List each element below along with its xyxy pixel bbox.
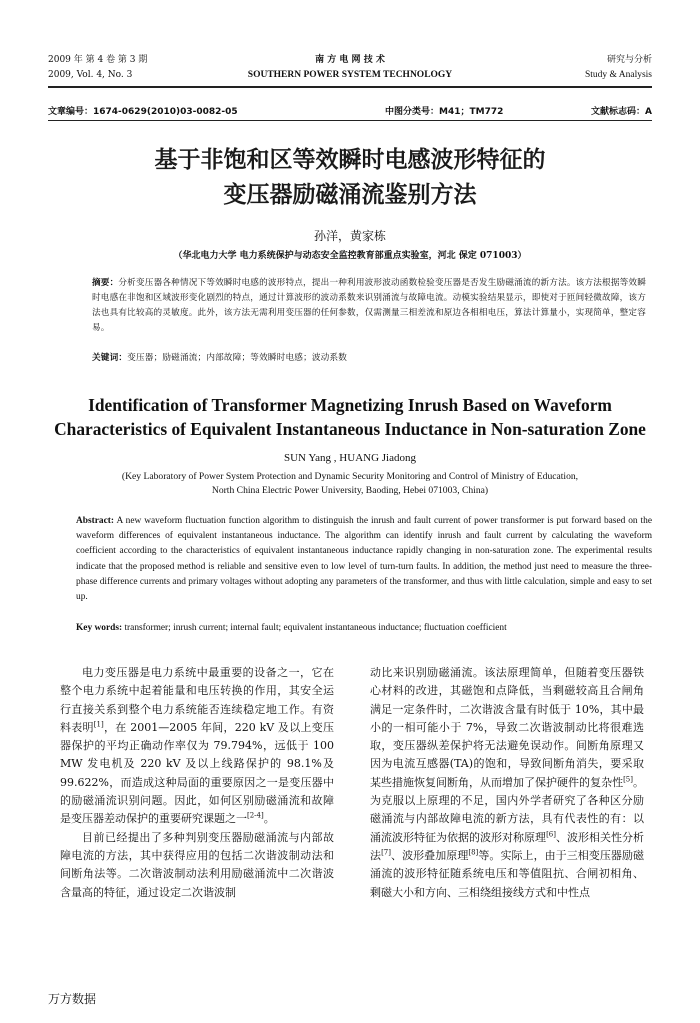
body-left-column (60, 664, 334, 902)
body-text: 动比来识别励磁涌流。该法原理简单，但随着变压器铁心材料的改进，其磁饱和点降低，当剩磁较高且合闸角满足一定条件时，二次谐波含量有时低于 10%，其中最小的一相可能小于 7%，导致二次谐波制动比将很难选取，变压器纵差保护将无法避免误动作。间断角原理又因为电流互感器(TA)的饱和，导致间断角消失，要采取某些措施恢复间断角，从而增加了保护硬件的复杂性 (370, 666, 644, 789)
keywords-cn-label: 关键词： (92, 353, 128, 363)
title-en-line1: Identification of Transformer Magnetizing Inrush Based on Waveform (88, 395, 612, 415)
abstract-cn-label: 摘要： (92, 278, 119, 288)
footer-watermark: 万方数据 (48, 992, 97, 1006)
authors-cn: 孙洋，黄家栋 (313, 229, 386, 243)
citation: [5] (623, 775, 633, 784)
keywords-en-text: transformer; inrush current; internal fault; equivalent instantaneous inductance; fluctuation coefficient (124, 623, 507, 633)
citation: [2-4] (247, 811, 264, 820)
keywords-cn-text: 变压器；励磁涌流；内部故障；等效瞬时电感；波动系数 (127, 353, 348, 363)
article-number: 文章编号：1674-0629(2010)03-0082-05 (48, 107, 238, 117)
affiliation-cn: （华北电力大学 电力系统保护与动态安全监控教育部重点实验室，河北 保定 071003） (173, 251, 527, 261)
document-code: 文献标志码：A (591, 107, 652, 117)
body-text: 电力变压器是电力系统中最重要的设备之一，它在整个电力系统中起着能量和电压转换的作用，其安全运行直接关系到整个电力系统能否连续稳定地工作。有资料表明 (60, 666, 334, 734)
title-en-line2: Characteristics of Equivalent Instantaneous Inductance in Non-saturation Zone (54, 419, 646, 439)
title-cn-line2: 变压器励磁涌流鉴别方法 (223, 182, 477, 208)
journal-issue-en: 2009, Vol. 4, No. 3 (48, 70, 133, 80)
journal-issue-cn: 2009 年 第 4 卷 第 3 期 (48, 55, 148, 65)
section-en: Study & Analysis (584, 70, 652, 80)
body-paragraph-3 (370, 664, 644, 902)
body-text: 等。实际上，由于三相变压器励磁涌流的波形特征随系统电压和等值阻抗、合闸初相角、剩磁大小和方向、三相绕组接线方式和中性点 (370, 848, 645, 899)
keywords-cn (92, 351, 652, 366)
citation: [7] (381, 848, 391, 857)
abstract-en-label: Abstract: (76, 516, 115, 526)
title-cn-line1: 基于非饱和区等效瞬时电感波形特征的 (154, 147, 546, 173)
body-right-column (370, 664, 644, 902)
body-text: 、波形叠加原理 (390, 848, 469, 862)
meta-rule (48, 120, 652, 121)
affiliation-en-line1: (Key Laboratory of Power System Protection and Dynamic Security Monitoring and Control of Ministry of Education, (121, 471, 579, 482)
body-text: 。为克服以上原理的不足，国内外学者研究了各种区分励磁涌流与内部故障电流的新方法，具有代表性的有：以涌流波形特征为依据的波形对称原理 (370, 775, 645, 844)
affiliation-en-line2: North China Electric Power University, Baoding, Hebei 071003, China) (211, 485, 489, 496)
abstract-cn-text: 分析变压器各种情况下等效瞬时电感的波形特点，提出一种利用波形波动函数检验变压器是否发生励磁涌流的新方法。该方法根据等效瞬时电感在非饱和区域波形变化剧烈的特点，通过计算波形的波动系数来识别涌流与故障电流。动模实验结果显示，即使对于匝间轻微故障，该方法也具有比较高的灵敏度。此外，该方法无需利用变压器的任何参数，仅需测量三相差流和原边各相相电压，算法计算量小，实现简单，整定容易。 (92, 278, 647, 333)
abstract-cn (92, 276, 652, 336)
journal-name-en: SOUTHERN POWER SYSTEM TECHNOLOGY (247, 70, 453, 80)
citation: [8] (468, 848, 479, 857)
header-rule (48, 86, 652, 88)
keywords-en-label: Key words: (76, 623, 123, 633)
body-text: ，在 2001—2005 年间，220 kV 及以上变压器保护的平均正确动作率仅为 79.794%，远低于 100 MW 发电机及 220 kV 及以上线路保护的 98.1%及 99.622%，而造成这种局面的重要原因之一是变压器中的励磁涌流识别问题。因此，如何区别励磁涌流和故障是变压器差动保护的重要研究课题之一 (60, 720, 334, 826)
body-paragraph-2: 目前已经提出了多种判别变压器励磁涌流与内部故障电流的方法，其中获得应用的包括二次谐波制动法和间断角法等。二次谐波制动法利用励磁涌流中二次谐波含量高的特征，通过设定二次谐波制 (60, 830, 334, 899)
abstract-en (76, 514, 652, 605)
keywords-en (76, 621, 652, 636)
abstract-en-text: A new waveform fluctuation function algorithm to distinguish the inrush and fault current of power transformer is put forward based on the waveform differences of equivalent instantaneous inductance. The algorithm can identify inrush and fault current by calculating the waveform coefficient according to the characteristics of equivalent instantaneous inductance rapidly changing in non-saturation zone. The experimental results indicate that the proposed method is reliable and sensitive even to low level of turn-turn faults. In addition, the method just need to measure the three-phase difference currents and primary voltages without adopting any parameters of the transformer, and thus with little calculation, simple and easy to set up. (76, 516, 652, 603)
body-text: 、波形相关性分析法 (370, 830, 645, 862)
body-text: 。 (263, 812, 275, 826)
journal-name-cn: 南 方 电 网 技 术 (315, 55, 385, 65)
clc-number: 中图分类号：M41；TM772 (385, 107, 504, 117)
citation: [6] (546, 830, 556, 839)
section-cn: 研究与分析 (606, 55, 652, 65)
body-paragraph-1 (60, 664, 334, 829)
citation: [1] (93, 720, 104, 729)
authors-en: SUN Yang , HUANG Jiadong (283, 452, 416, 464)
